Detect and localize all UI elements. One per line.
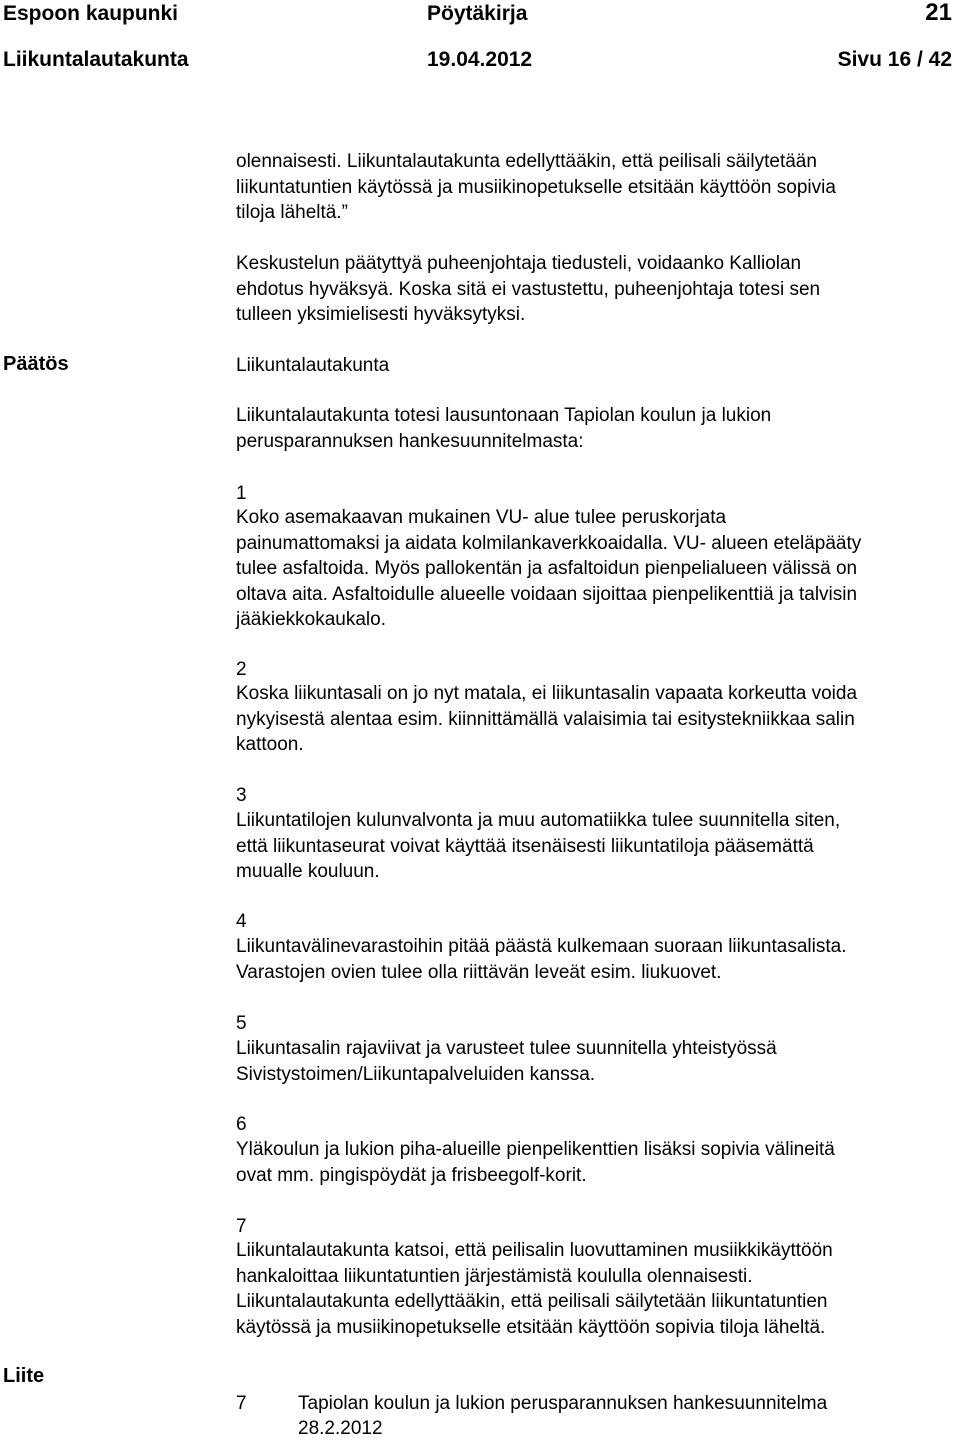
item-number: 2 bbox=[236, 659, 247, 680]
attachment-number: 7 bbox=[236, 1393, 247, 1414]
item-number: 1 bbox=[236, 483, 247, 504]
header-page-number: Sivu 16 / 42 bbox=[837, 48, 952, 71]
decision-label: Päätös bbox=[3, 353, 69, 375]
decision-statement: Liikuntalautakunta totesi lausuntonaan Tapiolan koulun ja lukion perusparannuksen hankesuunnitelmasta: bbox=[236, 405, 772, 452]
item-text: Liikuntavälinevarastoihin pitää päästä kulkemaan suoraan liikuntasalista. Varastojen ovien tulee olla riittävän leveät esim. liukuovet. bbox=[236, 936, 847, 983]
header-item-number: 21 bbox=[925, 0, 952, 26]
item-number: 5 bbox=[236, 1013, 247, 1034]
intro-paragraph-1: olennaisesti. Liikuntalautakunta edellyttääkin, että peilisali säilytetään liikuntatuntien käytössä ja musiikinopetukselle etsitään käyttöön sopivia tiloja läheltä.” bbox=[236, 151, 836, 223]
item-number: 7 bbox=[236, 1216, 247, 1237]
decision-body: Liikuntalautakunta bbox=[236, 355, 390, 376]
item-text: Liikuntasalin rajaviivat ja varusteet tulee suunnitella yhteistyössä Sivistystoimen/Liikuntapalveluiden kanssa. bbox=[236, 1038, 777, 1085]
header-city: Espoon kaupunki bbox=[3, 2, 179, 25]
item-number: 3 bbox=[236, 785, 247, 806]
item-text: Koko asemakaavan mukainen VU- alue tulee peruskorjata painumattomaksi ja aidata kolmilankaverkkoaidalla. VU- alueen eteläpääty tulee asfaltoida. Myös pallokentän ja asfaltoidun pienpelialueen välissä on oltava aita. Asfaltoidulle alueelle voidaan sijoittaa pienpelikenttiä ja talvisin jääkiekkokaukalo. bbox=[236, 507, 862, 630]
item-text: Liikuntalautakunta katsoi, että peilisalin luovuttaminen musiikkikäyttöön hankaloittaa liikuntatuntien järjestämistä koululla olennaisesti. Liikuntalautakunta edellyttääkin, että peilisali säilytetään liikuntatuntien käytössä ja musiikinopetukselle etsitään käyttöön sopivia tiloja läheltä. bbox=[236, 1240, 833, 1338]
header-doc-type: Pöytäkirja bbox=[427, 2, 528, 25]
item-text: Koska liikuntasali on jo nyt matala, ei liikuntasalin vapaata korkeutta voida nykyisestä alentaa esim. kiinnittämällä valaisimia tai esitystekniikkaa salin kattoon. bbox=[236, 683, 858, 755]
item-number: 4 bbox=[236, 911, 247, 932]
item-text: Yläkoulun ja lukion piha-alueille pienpelikenttien lisäksi sopivia välineitä ovat mm. pingispöydät ja frisbeegolf-korit. bbox=[236, 1139, 835, 1186]
header-committee: Liikuntalautakunta bbox=[3, 48, 189, 71]
intro-paragraph-2: Keskustelun päätyttyä puheenjohtaja tiedusteli, voidaanko Kalliolan ehdotus hyväksyä. Koska sitä ei vastustettu, puheenjohtaja totesi sen tulleen yksimielisesti hyväksytyksi. bbox=[236, 253, 821, 325]
attachment-title: Tapiolan koulun ja lukion perusparannuksen hankesuunnitelma 28.2.2012 bbox=[298, 1393, 828, 1439]
attachment-label: Liite bbox=[3, 1365, 45, 1387]
item-text: Liikuntatilojen kulunvalvonta ja muu automatiikka tulee suunnitella siten, että liikuntaseurat voivat käyttää itsenäisesti liikuntatiloja pääsemättä muualle kouluun. bbox=[236, 810, 841, 882]
header-date: 19.04.2012 bbox=[427, 48, 533, 71]
item-number: 6 bbox=[236, 1114, 247, 1135]
